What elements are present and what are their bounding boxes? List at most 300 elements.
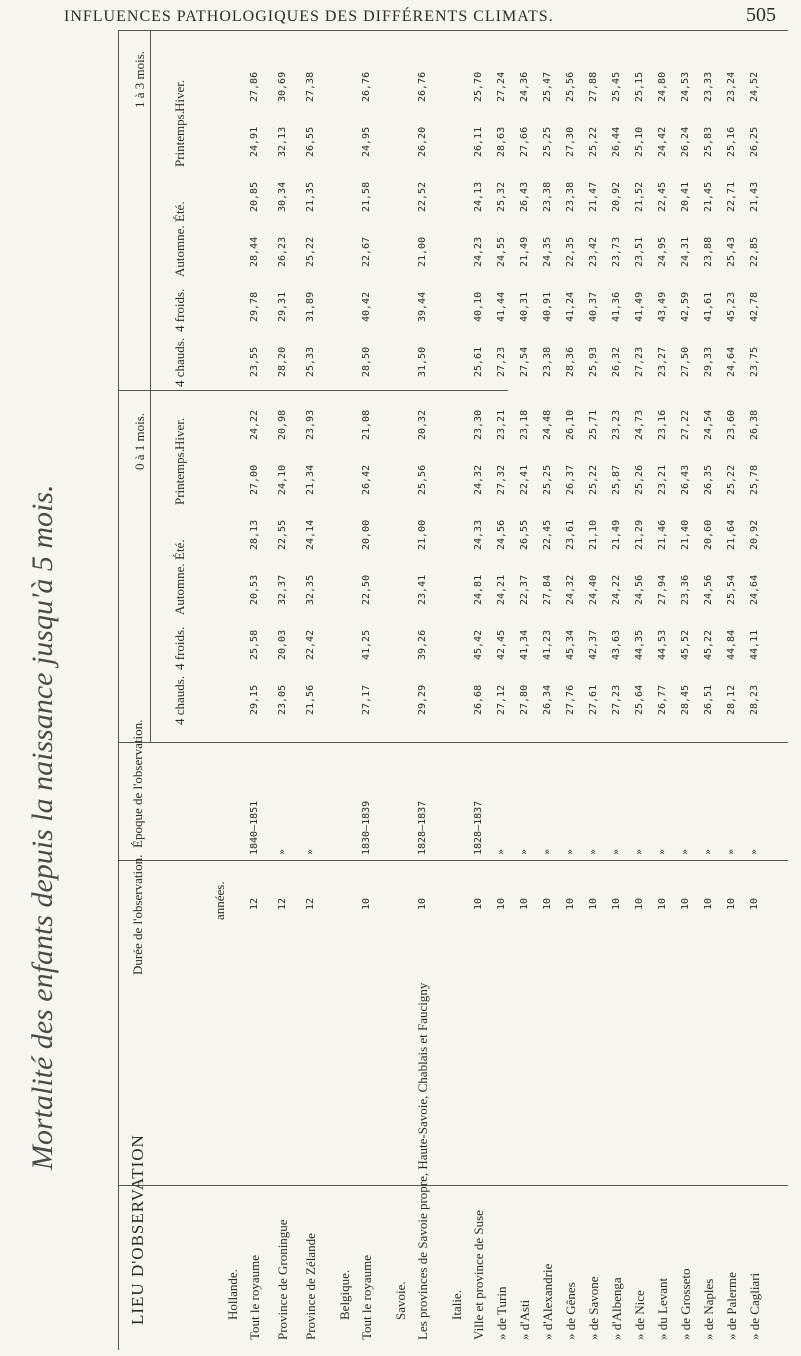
col-header-0-1-0: Hiver. [172, 417, 187, 450]
table-cell: 20,85 [249, 181, 260, 212]
row-epoque: » [542, 848, 553, 855]
row-lieu: » d'Asti [517, 1299, 532, 1340]
table-cell: 24,56 [703, 574, 714, 605]
section-title: Belgique. [337, 1269, 352, 1320]
table-cell: 32,13 [277, 126, 288, 157]
row-duree: 10 [519, 897, 530, 910]
row-epoque: » [634, 848, 645, 855]
duree-unit: années. [212, 881, 227, 920]
table-cell: 21,43 [749, 181, 760, 212]
table-cell: 39,44 [417, 291, 428, 322]
col-header-0-1-1: Printemps. [172, 449, 187, 505]
side-title: Mortalité des enfants depuis la naissance jusqu'à 5 mois. [26, 484, 59, 1170]
table-cell: 23,38 [542, 181, 553, 212]
group-header-0-1: 0 à 1 mois. [132, 412, 147, 470]
table-cell: 24,56 [634, 574, 645, 605]
table-cell: 41,34 [519, 629, 530, 660]
table-cell: 45,52 [680, 629, 691, 660]
table-cell: 27,23 [634, 346, 645, 377]
table-cell: 21,58 [361, 181, 372, 212]
table-cell: 21,46 [657, 519, 668, 550]
table-cell: 26,35 [703, 464, 714, 495]
table-cell: 26,76 [417, 71, 428, 102]
table-cell: 23,61 [565, 519, 576, 550]
table-cell: 25,33 [305, 346, 316, 377]
table-cell: 41,49 [634, 291, 645, 322]
table-cell: 26,38 [749, 409, 760, 440]
table-cell: 21,35 [305, 181, 316, 212]
row-epoque: 1830—1839 [361, 800, 372, 855]
table-cell: 30,34 [277, 181, 288, 212]
row-epoque: » [305, 848, 316, 855]
table-cell: 23,27 [657, 346, 668, 377]
table-cell: 21,56 [305, 684, 316, 715]
table-cell: 21,52 [634, 181, 645, 212]
table-cell: 27,00 [249, 464, 260, 495]
table-cell: 24,14 [305, 519, 316, 550]
table-cell: 23,60 [726, 409, 737, 440]
table-cell: 24,48 [542, 409, 553, 440]
table-cell: 27,17 [361, 684, 372, 715]
table-cell: 27,66 [519, 126, 530, 157]
table-cell: 25,43 [726, 236, 737, 267]
row-lieu: » d'Albenga [609, 1277, 624, 1340]
table-cell: 27,32 [496, 464, 507, 495]
table-cell: 28,44 [249, 236, 260, 267]
table-cell: 41,23 [542, 629, 553, 660]
table-cell: 23,16 [657, 409, 668, 440]
table-cell: 29,31 [277, 291, 288, 322]
row-lieu: » d'Alexandrie [540, 1263, 555, 1340]
table-cell: 24,53 [680, 71, 691, 102]
table-cell: 25,93 [588, 346, 599, 377]
table-cell: 41,61 [703, 291, 714, 322]
table-cell: 24,80 [657, 71, 668, 102]
table-cell: 20,92 [611, 181, 622, 212]
table-cell: 40,91 [542, 291, 553, 322]
section-title: Italie. [449, 1290, 464, 1320]
table-cell: 21,40 [680, 519, 691, 550]
col-header-1-3-3: Automne. [172, 225, 187, 277]
group-header-divider [150, 30, 151, 742]
table-cell: 27,94 [657, 574, 668, 605]
row-lieu: » de Turin [494, 1286, 509, 1340]
table-cell: 25,78 [749, 464, 760, 495]
table-cell: 20,00 [361, 519, 372, 550]
col-header-1-3-5: 4 chauds. [172, 337, 187, 387]
col-header-0-1-5: 4 chauds. [172, 675, 187, 725]
table-cell: 24,22 [249, 409, 260, 440]
table-cell: 26,55 [305, 126, 316, 157]
row-epoque: » [565, 848, 576, 855]
table-cell: 24,81 [473, 574, 484, 605]
table-cell: 24,54 [703, 409, 714, 440]
table-cell: 21,45 [703, 181, 714, 212]
section-title: Hollande. [225, 1269, 240, 1320]
table-cell: 26,23 [277, 236, 288, 267]
row-epoque: 1828—1837 [473, 800, 484, 855]
row-lieu: » de Cagliari [747, 1272, 762, 1340]
table-cell: 23,30 [473, 409, 484, 440]
table-cell: 45,23 [726, 291, 737, 322]
row-duree: 10 [703, 897, 714, 910]
col-header-1-3-1: Printemps. [172, 111, 187, 167]
row-duree: 10 [473, 897, 484, 910]
row-lieu: » de Naples [701, 1278, 716, 1340]
table-cell: 40,37 [588, 291, 599, 322]
table-cell: 28,36 [565, 346, 576, 377]
table-cell: 22,50 [361, 574, 372, 605]
table-cell: 20,53 [249, 574, 260, 605]
table-cell: 44,35 [634, 629, 645, 660]
table-cell: 23,24 [726, 71, 737, 102]
table-cell: 23,42 [588, 236, 599, 267]
col-header-1-3-2: Été. [172, 201, 187, 222]
table-cell: 25,26 [634, 464, 645, 495]
row-epoque: » [277, 848, 288, 855]
row-duree: 10 [611, 897, 622, 910]
row-duree: 10 [634, 897, 645, 910]
table-cell: 41,25 [361, 629, 372, 660]
table-cell: 32,35 [305, 574, 316, 605]
row-duree: 12 [305, 897, 316, 910]
table-cell: 25,64 [634, 684, 645, 715]
table-cell: 25,71 [588, 409, 599, 440]
group-header-1-3: 1 à 3 mois. [132, 50, 147, 108]
table-cell: 26,10 [565, 409, 576, 440]
row-epoque: » [611, 848, 622, 855]
row-epoque: » [657, 848, 668, 855]
table-cell: 23,73 [611, 236, 622, 267]
table-cell: 22,71 [726, 181, 737, 212]
table-cell: 44,84 [726, 629, 737, 660]
row-duree: 10 [417, 897, 428, 910]
table-cell: 24,32 [565, 574, 576, 605]
table-cell: 24,33 [473, 519, 484, 550]
table-cell: 28,45 [680, 684, 691, 715]
table-cell: 21,10 [588, 519, 599, 550]
table-cell: 30,69 [277, 71, 288, 102]
table-cell: 26,11 [473, 126, 484, 157]
row-lieu: » de Grosseto [678, 1268, 693, 1340]
table-cell: 44,53 [657, 629, 668, 660]
table-cell: 22,52 [417, 181, 428, 212]
section-title: Savoie. [393, 1281, 408, 1320]
table-cell: 27,30 [565, 126, 576, 157]
col-header-0-1-2: Été. [172, 539, 187, 560]
table-cell: 24,52 [749, 71, 760, 102]
table-cell: 25,61 [473, 346, 484, 377]
table-cell: 28,50 [361, 346, 372, 377]
epoque-divider [118, 742, 788, 743]
table-cell: 43,49 [657, 291, 668, 322]
table-cell: 23,36 [680, 574, 691, 605]
row-lieu: » de Gênes [563, 1282, 578, 1340]
table-cell: 39,26 [417, 629, 428, 660]
table-cell: 27,61 [588, 684, 599, 715]
table-cell: 23,23 [611, 409, 622, 440]
table-cell: 25,45 [611, 71, 622, 102]
row-epoque: » [519, 848, 530, 855]
table-cell: 23,05 [277, 684, 288, 715]
table-cell: 23,33 [703, 71, 714, 102]
table-cell: 45,22 [703, 629, 714, 660]
table-cell: 24,32 [473, 464, 484, 495]
table-cell: 20,32 [417, 409, 428, 440]
table-cell: 27,76 [565, 684, 576, 715]
table-cell: 27,22 [680, 409, 691, 440]
lieu-divider [118, 1185, 788, 1186]
table-cell: 26,37 [565, 464, 576, 495]
page-number: 505 [746, 4, 776, 26]
table-cell: 21,49 [611, 519, 622, 550]
table-cell: 25,10 [634, 126, 645, 157]
table-cell: 24,42 [657, 126, 668, 157]
table-cell: 23,38 [542, 346, 553, 377]
table-cell: 24,22 [611, 574, 622, 605]
table-cell: 26,25 [749, 126, 760, 157]
table-cell: 23,41 [417, 574, 428, 605]
col-header-epoque: Époque de l'observation. [130, 719, 145, 848]
table-cell: 24,13 [473, 181, 484, 212]
table-cell: 21,34 [305, 464, 316, 495]
row-lieu: » de Savone [586, 1276, 601, 1340]
table-cell: 21,49 [519, 236, 530, 267]
table-cell: 20,60 [703, 519, 714, 550]
table-cell: 21,64 [726, 519, 737, 550]
table-cell: 28,23 [749, 684, 760, 715]
table-cell: 25,22 [588, 126, 599, 157]
table-cell: 28,12 [726, 684, 737, 715]
table-cell: 25,22 [305, 236, 316, 267]
table-cell: 20,98 [277, 409, 288, 440]
table-cell: 41,24 [565, 291, 576, 322]
table-cell: 25,87 [611, 464, 622, 495]
table-cell: 42,45 [496, 629, 507, 660]
table-cell: 27,80 [519, 684, 530, 715]
row-epoque: » [496, 848, 507, 855]
table-cell: 21,29 [634, 519, 645, 550]
row-duree: 10 [749, 897, 760, 910]
table-cell: 43,63 [611, 629, 622, 660]
row-epoque: » [726, 848, 737, 855]
table-cell: 31,89 [305, 291, 316, 322]
table-cell: 23,18 [519, 409, 530, 440]
table-cell: 29,33 [703, 346, 714, 377]
row-lieu: » de Palerme [724, 1272, 739, 1340]
table-cell: 29,78 [249, 291, 260, 322]
table-cell: 23,75 [749, 346, 760, 377]
table-cell: 27,86 [249, 71, 260, 102]
row-epoque: » [749, 848, 760, 855]
table-cell: 28,63 [496, 126, 507, 157]
table-cell: 24,36 [519, 71, 530, 102]
table-cell: 23,88 [703, 236, 714, 267]
table-cell: 25,16 [726, 126, 737, 157]
table-cell: 45,34 [565, 629, 576, 660]
row-epoque: 1828—1837 [417, 800, 428, 855]
row-lieu: Province de Zélande [303, 1233, 318, 1340]
table-cell: 25,15 [634, 71, 645, 102]
table-cell: 22,35 [565, 236, 576, 267]
table-cell: 42,78 [749, 291, 760, 322]
table-cell: 27,38 [305, 71, 316, 102]
table-cell: 24,35 [542, 236, 553, 267]
table-cell: 42,59 [680, 291, 691, 322]
row-duree: 10 [565, 897, 576, 910]
table-cell: 23,21 [496, 409, 507, 440]
running-header: INFLUENCES PATHOLOGIQUES DES DIFFÉRENTS CLIMATS. [64, 8, 554, 25]
table-cell: 23,55 [249, 346, 260, 377]
table-cell: 25,56 [565, 71, 576, 102]
row-duree: 10 [496, 897, 507, 910]
table-cell: 25,25 [542, 126, 553, 157]
table-cell: 42,37 [588, 629, 599, 660]
table-cell: 21,47 [588, 181, 599, 212]
table-cell: 22,85 [749, 236, 760, 267]
left-border [118, 30, 119, 1350]
table-cell: 31,50 [417, 346, 428, 377]
col-header-1-3-4: 4 froids. [172, 288, 187, 332]
row-duree: 10 [657, 897, 668, 910]
table-cell: 24,95 [361, 126, 372, 157]
table-cell: 24,95 [657, 236, 668, 267]
table-cell: 26,42 [361, 464, 372, 495]
table-cell: 44,11 [749, 629, 760, 660]
table-cell: 21,00 [417, 236, 428, 267]
table-cell: 26,44 [611, 126, 622, 157]
table-cell: 22,41 [519, 464, 530, 495]
table-cell: 27,12 [496, 684, 507, 715]
table-cell: 32,37 [277, 574, 288, 605]
table-cell: 41,36 [611, 291, 622, 322]
table-cell: 24,64 [749, 574, 760, 605]
table-cell: 26,76 [361, 71, 372, 102]
table-cell: 26,20 [417, 126, 428, 157]
table-cell: 26,32 [611, 346, 622, 377]
table-cell: 40,42 [361, 291, 372, 322]
table-cell: 27,23 [611, 684, 622, 715]
col-header-0-1-4: 4 froids. [172, 626, 187, 670]
col-header-lieu: LIEU D'OBSERVATION [128, 1134, 147, 1325]
row-duree: 10 [680, 897, 691, 910]
row-epoque: » [703, 848, 714, 855]
duree-divider [118, 860, 788, 861]
table-cell: 20,92 [749, 519, 760, 550]
table-cell: 22,55 [277, 519, 288, 550]
table-cell: 26,34 [542, 684, 553, 715]
table-cell: 23,51 [634, 236, 645, 267]
table-cell: 27,88 [588, 71, 599, 102]
table-cell: 29,15 [249, 684, 260, 715]
table-cell: 24,23 [473, 236, 484, 267]
row-lieu: » de Nice [632, 1290, 647, 1340]
table-cell: 24,21 [496, 574, 507, 605]
table-cell: 25,54 [726, 574, 737, 605]
row-lieu: Tout le royaume [247, 1254, 262, 1340]
table-cell: 29,29 [417, 684, 428, 715]
table-cell: 22,37 [519, 574, 530, 605]
row-lieu: Province de Groningue [275, 1219, 290, 1340]
table-cell: 24,55 [496, 236, 507, 267]
table-cell: 27,24 [496, 71, 507, 102]
table-cell: 25,70 [473, 71, 484, 102]
group-split [118, 390, 508, 391]
row-duree: 12 [277, 897, 288, 910]
table-cell: 22,67 [361, 236, 372, 267]
table-cell: 27,50 [680, 346, 691, 377]
table-cell: 24,40 [588, 574, 599, 605]
table-cell: 26,51 [703, 684, 714, 715]
row-lieu: » du Levant [655, 1277, 670, 1340]
row-duree: 12 [249, 897, 260, 910]
table-cell: 25,47 [542, 71, 553, 102]
table-cell: 26,43 [519, 181, 530, 212]
table-cell: 22,42 [305, 629, 316, 660]
row-epoque: » [588, 848, 599, 855]
table-cell: 26,24 [680, 126, 691, 157]
table-cell: 24,64 [726, 346, 737, 377]
col-header-duree: Durée de l'observation. [130, 854, 145, 975]
table-cell: 26,77 [657, 684, 668, 715]
row-epoque: 1840—1851 [249, 800, 260, 855]
table-cell: 23,93 [305, 409, 316, 440]
table-cell: 23,21 [657, 464, 668, 495]
table-cell: 27,84 [542, 574, 553, 605]
table-cell: 25,25 [542, 464, 553, 495]
row-lieu: Ville et province de Suse [471, 1210, 486, 1340]
table-cell: 20,41 [680, 181, 691, 212]
table-cell: 24,31 [680, 236, 691, 267]
table-cell: 21,08 [361, 409, 372, 440]
table-cell: 24,73 [634, 409, 645, 440]
table-cell: 27,54 [519, 346, 530, 377]
table-cell: 26,55 [519, 519, 530, 550]
table-cell: 25,22 [726, 464, 737, 495]
table-cell: 23,38 [565, 181, 576, 212]
table-cell: 22,45 [542, 519, 553, 550]
table-cell: 25,58 [249, 629, 260, 660]
table-cell: 24,10 [277, 464, 288, 495]
table-cell: 28,13 [249, 519, 260, 550]
table-cell: 25,32 [496, 181, 507, 212]
table-cell: 28,20 [277, 346, 288, 377]
table-cell: 24,91 [249, 126, 260, 157]
table-cell: 24,56 [496, 519, 507, 550]
table-cell: 26,43 [680, 464, 691, 495]
table-cell: 22,45 [657, 181, 668, 212]
table-cell: 40,10 [473, 291, 484, 322]
row-duree: 10 [726, 897, 737, 910]
row-duree: 10 [542, 897, 553, 910]
table-cell: 40,31 [519, 291, 530, 322]
row-duree: 10 [588, 897, 599, 910]
table-cell: 45,42 [473, 629, 484, 660]
table-cell: 25,56 [417, 464, 428, 495]
row-duree: 10 [361, 897, 372, 910]
col-header-1-3-0: Hiver. [172, 79, 187, 112]
table-cell: 21,00 [417, 519, 428, 550]
table-cell: 25,83 [703, 126, 714, 157]
col-header-0-1-3: Automne. [172, 563, 187, 615]
table-cell: 27,23 [496, 346, 507, 377]
table-cell: 25,22 [588, 464, 599, 495]
row-lieu: Les provinces de Savoie propre, Haute-Savoie, Chablais et Faucigny [415, 982, 430, 1340]
table-cell: 20,03 [277, 629, 288, 660]
table-cell: 41,44 [496, 291, 507, 322]
row-lieu: Tout le royaume [359, 1254, 374, 1340]
row-epoque: » [680, 848, 691, 855]
